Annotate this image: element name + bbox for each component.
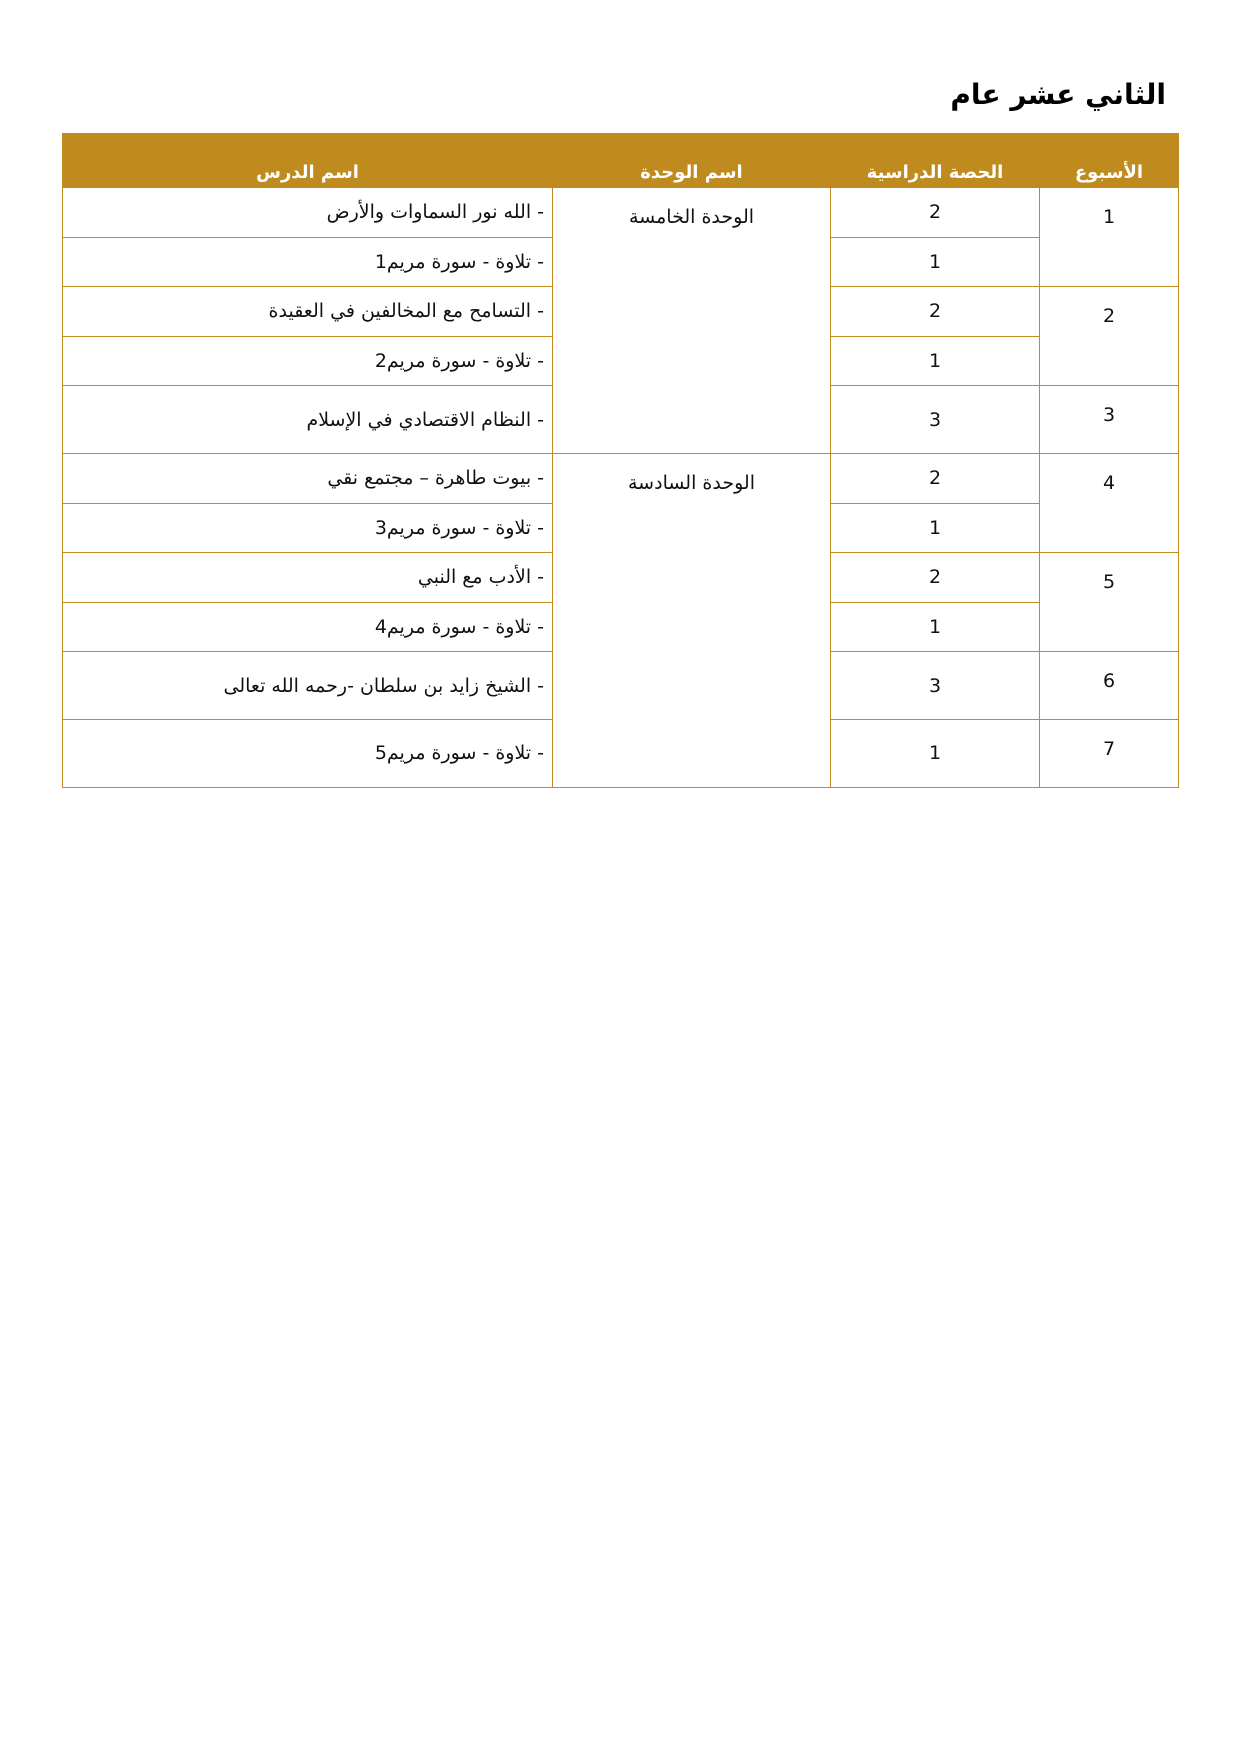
lesson-cell: - تلاوة - سورة مريم3 [63, 503, 553, 553]
week-cell: 4 [1040, 453, 1179, 552]
table-row [63, 453, 1179, 503]
period-cell: 2 [831, 553, 1040, 603]
period-cell: 1 [831, 237, 1040, 287]
table-header-row [63, 134, 1179, 188]
lesson-cell: - التسامح مع المخالفين في العقيدة [63, 287, 553, 337]
lesson-cell: - الأدب مع النبي [63, 553, 553, 603]
lesson-cell: - الله نور السماوات والأرض [63, 188, 553, 238]
period-cell: 1 [831, 336, 1040, 386]
lesson-cell: - تلاوة - سورة مريم2 [63, 336, 553, 386]
page-title: الثاني عشر عام [950, 78, 1166, 111]
week-cell: 7 [1040, 719, 1179, 787]
week-cell: 5 [1040, 553, 1179, 652]
header-lesson: اسم الدرس [63, 134, 553, 188]
lesson-cell: - تلاوة - سورة مريم4 [63, 602, 553, 652]
lesson-cell: - النظام الاقتصادي في الإسلام [63, 386, 553, 454]
lesson-cell: - بيوت طاهرة – مجتمع نقي [63, 453, 553, 503]
lesson-cell: - تلاوة - سورة مريم1 [63, 237, 553, 287]
period-cell: 1 [831, 503, 1040, 553]
unit-cell: الوحدة السادسة [553, 453, 831, 787]
lesson-cell: - الشيخ زايد بن سلطان -رحمه الله تعالى [63, 652, 553, 720]
period-cell: 1 [831, 719, 1040, 787]
week-cell: 6 [1040, 652, 1179, 720]
lesson-plan-table [62, 133, 1179, 788]
header-period: الحصة الدراسية [831, 134, 1040, 188]
period-cell: 3 [831, 386, 1040, 454]
period-cell: 3 [831, 652, 1040, 720]
week-cell: 2 [1040, 287, 1179, 386]
unit-cell: الوحدة الخامسة [553, 188, 831, 454]
header-week: الأسبوع [1040, 134, 1179, 188]
week-cell: 1 [1040, 188, 1179, 287]
lesson-cell: - تلاوة - سورة مريم5 [63, 719, 553, 787]
period-cell: 2 [831, 188, 1040, 238]
week-cell: 3 [1040, 386, 1179, 454]
period-cell: 2 [831, 287, 1040, 337]
period-cell: 2 [831, 453, 1040, 503]
period-cell: 1 [831, 602, 1040, 652]
table-row [63, 188, 1179, 238]
header-unit: اسم الوحدة [553, 134, 831, 188]
